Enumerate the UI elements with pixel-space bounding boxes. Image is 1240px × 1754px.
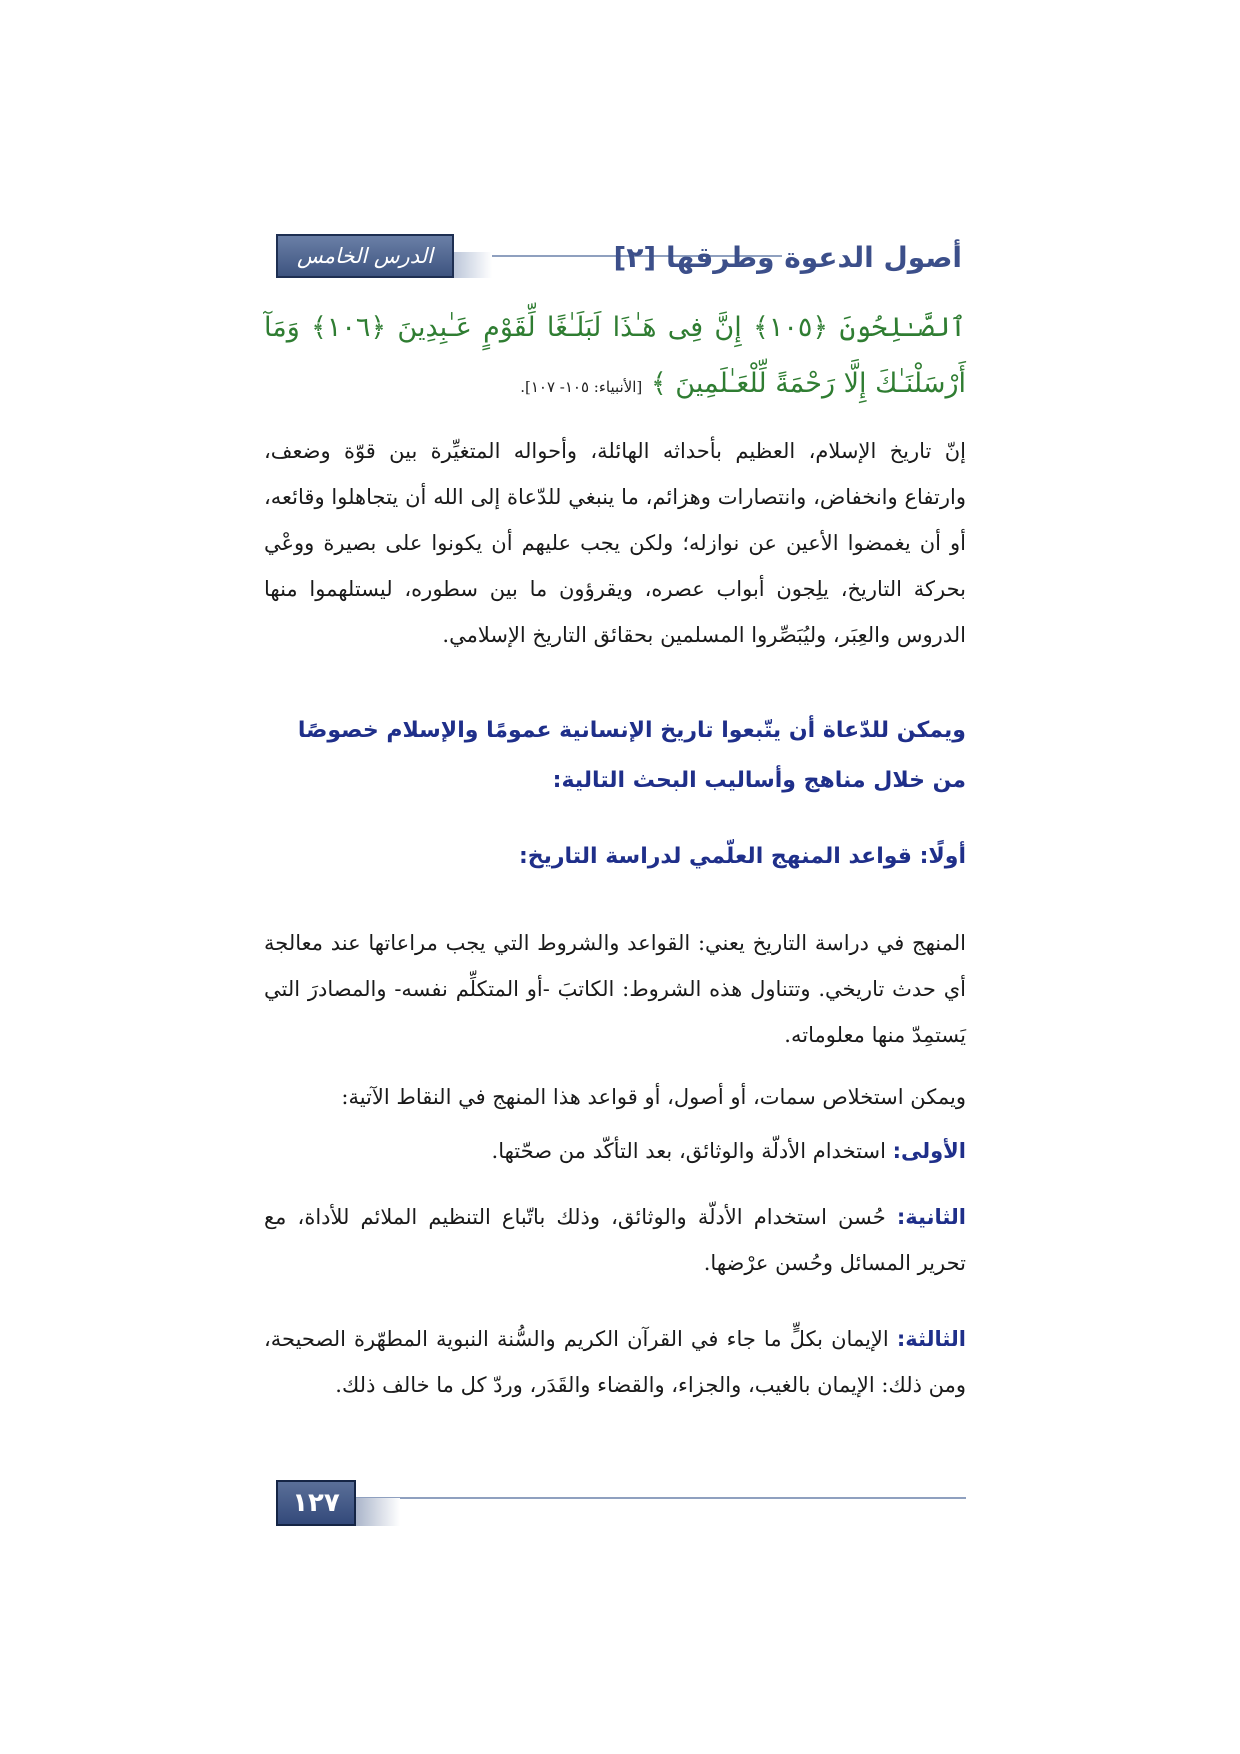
verse-reference: [الأنبياء: ١٠٥- ١٠٧].: [520, 378, 643, 396]
page-footer: [276, 1480, 966, 1530]
footer-divider: [356, 1497, 966, 1499]
verse-text: ٱلصَّـٰلِحُونَ ﴿١٠٥﴾ إِنَّ فِى هَـٰذَا لَبَلَـٰغًا لِّقَوْمٍ عَـٰبِدِينَ ﴿١٠٦﴾ وَمَآ أَرْسَلْنَـٰكَ إِلَّا رَحْمَةً لِّلْعَـٰلَمِينَ ﴾: [264, 312, 967, 399]
point-text: حُسن استخدام الأدلّة والوثائق، وذلك باتّباع التنظيم الملائم للأداة، مع تحرير المسائل وحُسن عرْضها.: [264, 1205, 966, 1275]
point-second: [264, 1194, 966, 1286]
book-title: أصول الدعوة وطرقها [٢]: [613, 240, 962, 274]
paragraph-method-definition: المنهج في دراسة التاريخ يعني: القواعد والشروط التي يجب مراعاتها عند معالجة أي حدث تاريخي. وتتناول هذه الشروط: الكاتبَ -أو المتكلِّم نفسه- والمصادرَ التي يَستمِدّ منها معلوماته.: [264, 931, 966, 1047]
paragraph-points-intro: ويمكن استخلاص سمات، أو أصول، أو قواعد هذا المنهج في النقاط الآتية:: [341, 1085, 966, 1109]
page-number: ١٢٧: [276, 1480, 356, 1526]
point-label: الأولى:: [892, 1139, 966, 1163]
section-heading: أولًا: قواعد المنهج العلّمي لدراسة التاريخ:: [518, 844, 966, 869]
point-text: استخدام الأدلّة والوثائق، بعد التأكّد من صحّتها.: [491, 1139, 893, 1163]
point-text: الإيمان بكلٍّ ما جاء في القرآن الكريم والسُّنة النبوية المطهّرة الصحيحة، ومن ذلك: الإيمان بالغيب، والجزاء، والقضاء والقَدَر، وردّ كل ما خالف ذلك.: [264, 1327, 966, 1397]
paragraph-history-intro: إنّ تاريخ الإسلام، العظيم بأحداثه الهائلة، وأحواله المتغيِّرة بين قوّة وضعف، وارتفاع وانخفاض، وانتصارات وهزائم، ما ينبغي للدّعاة إلى الله أن يتجاهلوا وقائعه، أو أن يغمضوا الأعين عن نوازله؛ ولكن يجب عليهم أن يكونوا على بصيرة ووعْي بحركة التاريخ، يلِجون أبواب عصره، ويقرؤون ما بين سطوره، ليستلهموا منها الدروس والعِبَر، وليُبَصِّروا المسلمين بحقائق التاريخ الإسلامي.: [264, 439, 966, 647]
page-number-shadow: [354, 1498, 400, 1526]
point-label: الثالثة:: [896, 1327, 966, 1351]
lesson-label-shadow: [452, 252, 492, 278]
quran-verse: [264, 300, 966, 415]
point-label: الثانية:: [896, 1205, 966, 1229]
point-first: [264, 1128, 966, 1174]
point-third: [264, 1316, 966, 1408]
lesson-label: الدرس الخامس: [276, 234, 454, 278]
methods-intro-heading: ويمكن للدّعاة أن يتّبعوا تاريخ الإنسانية عمومًا والإسلام خصوصًا من خلال مناهج وأساليب البحث التالية:: [297, 718, 966, 793]
page-header: [272, 232, 962, 282]
